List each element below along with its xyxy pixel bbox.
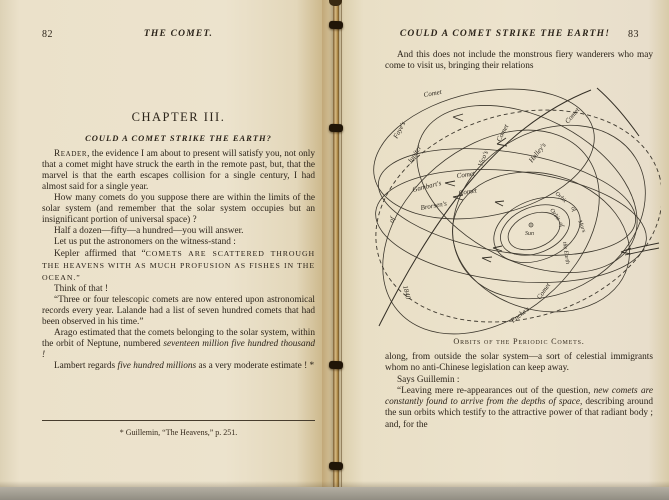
- paragraph-text: , the evidence I am about to present will satisfy you, not only that a comet might have struck the earth in the remote past, but, that the marvel is that the earth escapes collision for a single century, I had almost said for a single year.: [42, 149, 315, 192]
- arrow-icon: [495, 201, 504, 206]
- label-gambart-comet: Comet: [456, 169, 476, 180]
- footnote: * Guillemin, “The Heavens,” p. 251.: [42, 420, 315, 437]
- right-page-content: [385, 0, 653, 487]
- chapter-heading: CHAPTER III.: [131, 110, 226, 124]
- label-mars-orbit-1: Orbit: [553, 191, 568, 205]
- label-faye: Faye's: [391, 120, 408, 140]
- label-halley: Halley's: [527, 141, 548, 165]
- paragraph: Says Guillemin :: [397, 374, 460, 385]
- faye-orbit-ellipse: [369, 83, 606, 238]
- binding-knot: [329, 361, 343, 369]
- table-surface: [0, 487, 669, 500]
- label-earth-orbit-1: Orbit: [548, 207, 561, 222]
- kepler-quote-caps: COMETS ARE SCATTERED THROUGH THE HEAVENS WITH AS MUCH PROFUSION AS FISHES IN THE OCEAN.”: [42, 249, 316, 282]
- paragraph: [42, 248, 315, 284]
- left-page-number: 82: [42, 29, 53, 40]
- left-running-title: THE COMET.: [143, 29, 214, 39]
- halley-return-branch: [597, 88, 639, 136]
- label-jupiter: Jupiter: [405, 144, 424, 166]
- label-faye-comet: Comet: [422, 87, 443, 99]
- sun-symbol-dot: [530, 224, 531, 225]
- right-body-text: [385, 352, 653, 431]
- label-encke: Encke's: [509, 305, 532, 325]
- binding-knot: [329, 124, 343, 132]
- label-1840: 1840: [401, 284, 413, 301]
- paragraph: How many comets do you suppose there are within the limits of the solar system (and remember that the solar system occupies but an insignificant portion of universal space) ?: [42, 193, 315, 225]
- label-mars-orbit-3: Mars: [576, 219, 587, 234]
- paragraph: “Three or four telescopic comets are now entered upon astronomical records every year. Lalande had a list of seven hundred comets that had been observed in his time.”: [42, 295, 315, 327]
- italic-quote: new comets are constantly found to arrive from the depths of space,: [385, 385, 653, 408]
- paragraph: And this does not include the monstrous fiery wanderers who may come to visit us, bringing their relations: [385, 50, 653, 72]
- right-running-title: COULD A COMET STRIKE THE EARTH!: [399, 29, 611, 39]
- paragraph: Think of that !: [54, 284, 108, 294]
- binding-knot: [329, 462, 343, 470]
- paragraph: [385, 386, 653, 431]
- paragraph-lead-smallcaps: Reader: [54, 149, 88, 159]
- paragraph-text: Lambert regards: [54, 361, 118, 371]
- figure-caption: Orbits of the Periodic Comets.: [453, 337, 585, 346]
- arrow-icon: [482, 257, 492, 262]
- label-earth-orbit-2: of: [557, 221, 565, 229]
- label-brorsen: Brorsen's: [419, 199, 448, 212]
- paragraph-text: Arago estimated that the comets belonging to the solar system, within the orbit of Neptune, numbered: [42, 328, 315, 349]
- paragraph: along, from outside the solar system—a sort of celestial immigrants whom no anti-Chinese legislation can keep away.: [385, 352, 653, 374]
- paragraph: Let us put the astronomers on the witness-stand :: [54, 237, 236, 247]
- paragraph: Half a dozen—fifty—a hundred—you will answer.: [54, 226, 244, 236]
- label-encke-comet: Comet: [535, 281, 553, 302]
- incoming-comet-arrow-icon: [621, 243, 659, 255]
- label-mars-orbit-2: of: [569, 205, 577, 213]
- left-page-content: [42, 0, 315, 487]
- label-jupiter-of: of: [387, 215, 397, 224]
- paragraph-text: as a very moderate estimate ! *: [196, 361, 315, 371]
- orbits-svg: [369, 83, 661, 335]
- binding-knot: [329, 21, 343, 29]
- paragraph: [42, 328, 315, 361]
- binding-cord-shadow: [341, 0, 342, 487]
- right-intro-text: [385, 50, 653, 73]
- chapter-subtitle: COULD A COMET STRIKE THE EARTH?: [85, 133, 272, 143]
- label-gambart: Gambart's: [411, 179, 443, 194]
- mars-orbit-ring: [484, 185, 590, 274]
- paragraph: [42, 361, 315, 372]
- label-vico-comet: Comet: [494, 123, 511, 143]
- vico-orbit-ellipse: [389, 83, 661, 307]
- label-brorsen-comet: Comet: [458, 186, 478, 197]
- paragraph-text: “Leaving mere re-appearances out of the question,: [397, 385, 594, 396]
- label-vico: Vico's: [476, 149, 491, 168]
- label-sun: Sun: [525, 231, 534, 237]
- binding-cord: [333, 0, 339, 487]
- arrow-icon: [445, 181, 455, 186]
- arrow-icon: [453, 114, 463, 121]
- left-body-text: [42, 149, 315, 372]
- italic-figure: seventeen million five hundred thousand !: [42, 339, 315, 360]
- paragraph-text: describing around the sun orbits which testify to the attractive power of that radiant body ; and, for the: [385, 397, 653, 430]
- paragraph-text: Kepler affirmed that “: [54, 249, 146, 259]
- encke-orbit-ellipse: [436, 152, 647, 332]
- paragraph: [42, 149, 315, 193]
- periodic-comet-orbits-diagram: [369, 83, 661, 335]
- right-page-number: 83: [628, 29, 639, 40]
- label-earth-orbit-3: the Earth: [561, 241, 571, 265]
- label-halley-comet: Comet: [563, 106, 582, 126]
- italic-figure: five hundred millions: [117, 361, 197, 371]
- brorsen-orbit-ellipse: [370, 157, 652, 295]
